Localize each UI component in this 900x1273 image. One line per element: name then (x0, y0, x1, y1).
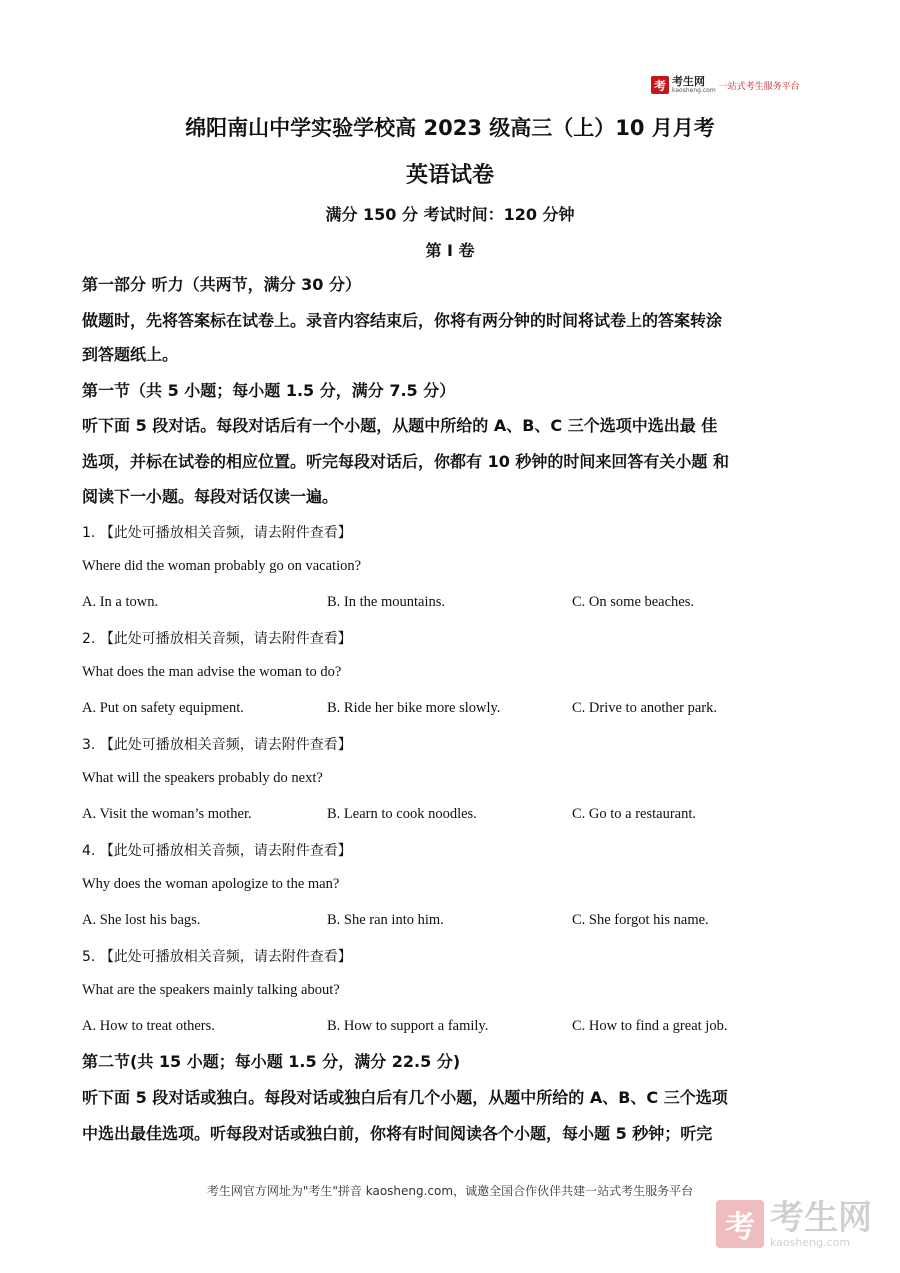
audio-note[interactable]: 【此处可播放相关音频，请去附件查看】 (99, 949, 352, 965)
kaosheng-logo-icon: 考 (651, 76, 669, 94)
option-a: A. Put on safety equipment. (82, 700, 244, 716)
option-c: C. How to find a great job. (572, 1018, 728, 1034)
question-text: Where did the woman probably go on vacation? (82, 558, 362, 574)
section1-instruction-line: 阅读下一小题。每段对话仅读一遍。 (82, 487, 339, 506)
question-text: What will the speakers probably do next? (82, 770, 323, 786)
section2-heading: 第二节(共 15 小题；每小题 1.5 分，满分 22.5 分) (82, 1052, 461, 1071)
option-c: C. She forgot his name. (572, 912, 709, 928)
question-audio-note (82, 628, 352, 648)
question-audio-note (82, 946, 352, 966)
question-text: What are the speakers mainly talking about? (82, 982, 340, 998)
option-a: A. How to treat others. (82, 1018, 215, 1034)
brand-name: 考生网 (672, 75, 705, 88)
page-footer: 考生网官方网址为"考生"拼音 kaosheng.com，诚邀全国合作伙伴共建一站式考生服务平台 (206, 1184, 694, 1198)
question-number: 1. (82, 525, 96, 541)
question-number: 5. (82, 949, 96, 965)
question-number: 3. (82, 737, 96, 753)
option-c: C. Drive to another park. (572, 700, 717, 716)
question-audio-note (82, 734, 352, 754)
option-a: A. Visit the woman’s mother. (82, 806, 252, 822)
watermark-domain: kaosheng.com (770, 1235, 851, 1249)
audio-note[interactable]: 【此处可播放相关音频，请去附件查看】 (99, 843, 352, 859)
watermark-logo-icon: 考 (716, 1200, 764, 1248)
section2-instruction-line: 听下面 5 段对话或独白。每段对话或独白后有几个小题，从题中所给的 A、B、C 三个选项 (82, 1088, 728, 1107)
watermark-name: 考生网 (770, 1197, 872, 1238)
question-number: 2. (82, 631, 96, 647)
section1-heading: 第一节（共 5 小题；每小题 1.5 分，满分 7.5 分） (82, 381, 456, 400)
question-number: 4. (82, 843, 96, 859)
part1-heading: 第一部分 听力（共两节，满分 30 分） (82, 275, 361, 294)
section1-instruction-line: 听下面 5 段对话。每段对话后有一个小题，从题中所给的 A、B、C 三个选项中选出最 佳 (82, 416, 718, 435)
option-a: A. In a town. (82, 594, 159, 610)
part1-instruction-line: 做题时，先将答案标在试卷上。录音内容结束后，你将有两分钟的时间将试卷上的答案转涂 (82, 311, 723, 330)
question-text: Why does the woman apologize to the man? (82, 876, 340, 892)
option-b: B. Learn to cook noodles. (327, 806, 477, 822)
brand-logo (651, 74, 800, 96)
watermark (716, 1197, 872, 1249)
audio-note[interactable]: 【此处可播放相关音频，请去附件查看】 (99, 631, 352, 647)
audio-note[interactable]: 【此处可播放相关音频，请去附件查看】 (99, 525, 352, 541)
question-text: What does the man advise the woman to do? (82, 664, 342, 680)
section1-instruction-line: 选项，并标在试卷的相应位置。听完每段对话后，你都有 10 秒钟的时间来回答有关小题 和 (82, 452, 729, 471)
audio-note[interactable]: 【此处可播放相关音频，请去附件查看】 (99, 737, 352, 753)
option-b: B. In the mountains. (327, 594, 446, 610)
exam-meta: 满分 150 分 考试时间：120 分钟 (325, 205, 575, 224)
question-audio-note (82, 522, 352, 542)
brand-slogan: 一站式考生服务平台 (718, 81, 800, 92)
brand-domain: kaosheng.com (672, 87, 716, 94)
option-b: B. She ran into him. (327, 912, 444, 928)
exam-subtitle: 英语试卷 (405, 163, 494, 188)
section2-instruction-line: 中选出最佳选项。听每段对话或独白前，你将有时间阅读各个小题，每小题 5 秒钟；听完 (82, 1124, 713, 1143)
part1-instruction-line: 到答题纸上。 (82, 345, 179, 364)
option-a: A. She lost his bags. (82, 912, 201, 928)
option-c: C. On some beaches. (572, 594, 695, 610)
exam-title: 绵阳南山中学实验学校高 2023 级高三（上）10 月月考 (185, 116, 715, 140)
volume-label: 第 I 卷 (425, 241, 475, 260)
option-b: B. How to support a family. (327, 1018, 489, 1034)
option-b: B. Ride her bike more slowly. (327, 700, 501, 716)
option-c: C. Go to a restaurant. (572, 806, 697, 822)
question-audio-note (82, 840, 352, 860)
